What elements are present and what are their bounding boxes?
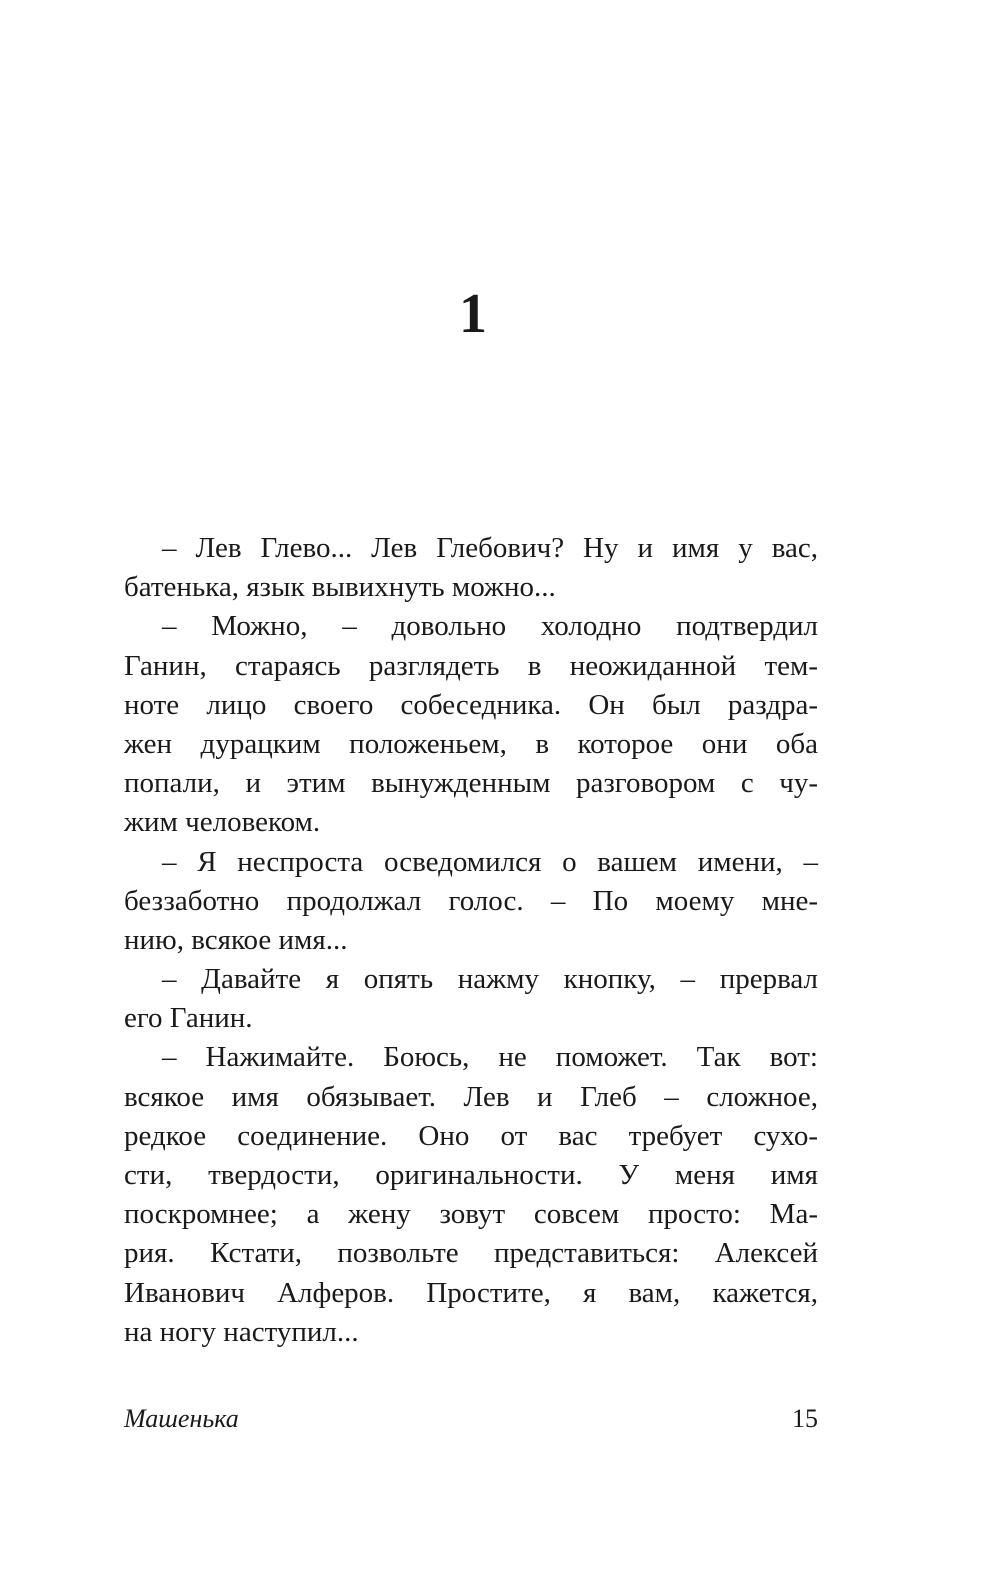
chapter-number: 1	[459, 283, 487, 345]
text-line: Иванович Алферов. Простите, я вам, кажется,	[124, 1276, 818, 1309]
text-line: ноте лицо своего собеседника. Он был раздра-	[124, 688, 818, 721]
text-line: беззаботно продолжал голос. – По моему мне-	[124, 884, 818, 917]
text-line: – Давайте я опять нажму кнопку, – прервал	[162, 963, 818, 996]
page-number: 15	[792, 1404, 818, 1433]
text-line: – Можно, – довольно холодно подтвердил	[162, 610, 818, 643]
text-line: его Ганин.	[124, 1002, 253, 1035]
text-line: жим человеком.	[124, 806, 321, 839]
text-line: на ногу наступил...	[124, 1315, 359, 1348]
text-line: рия. Кстати, позвольте представиться: Алексей	[124, 1237, 818, 1270]
text-line: – Лев Глево... Лев Глебович? Ну и имя у вас,	[162, 532, 818, 564]
text-line: сти, твердости, оригинальности. У меня имя	[124, 1159, 818, 1191]
text-line: Ганин, стараясь разглядеть в неожиданной тем-	[124, 649, 818, 682]
page-footer	[124, 1402, 818, 1436]
text-line: редкое соединение. Оно от вас требует сухо-	[124, 1119, 818, 1152]
text-line: – Я неспроста осведомился о вашем имени, –	[162, 845, 818, 878]
body-text	[124, 529, 818, 1352]
running-title: Машенька	[124, 1404, 239, 1433]
text-line: всякое имя обязывает. Лев и Глеб – сложное,	[124, 1080, 818, 1113]
text-line: батенька, язык вывихнуть можно...	[124, 571, 556, 604]
text-line: поскромнее; а жену зовут совсем просто: Ма-	[124, 1198, 818, 1231]
text-line: – Нажимайте. Боюсь, не поможет. Так вот:	[162, 1041, 818, 1074]
text-line: попали, и этим вынужденным разговором с чу-	[124, 767, 818, 800]
text-line: жен дурацким положеньем, в которое они оба	[124, 727, 818, 760]
text-line: нию, всякое имя...	[124, 923, 348, 956]
